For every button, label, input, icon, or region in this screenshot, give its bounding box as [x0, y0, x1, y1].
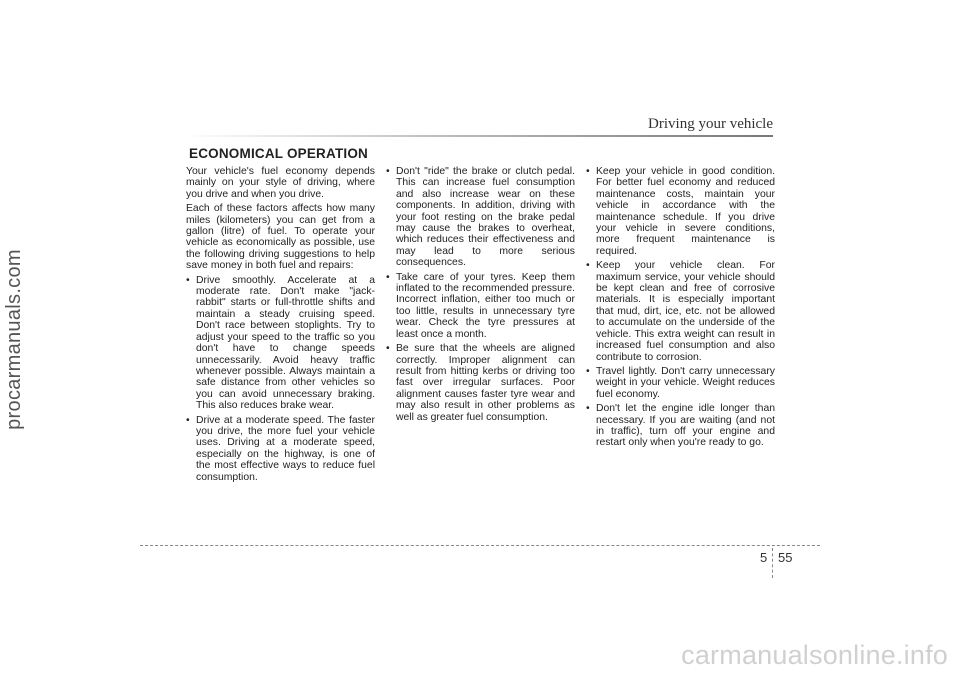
- footer-rule: [140, 545, 820, 546]
- tip-item: • Keep your vehicle clean. For maximum service, your vehicle should be kept clean and free of corrosive materials. It is especially important that mud, dirt, ice, etc. not be allowed to accumulate on the underside of the vehicle. This extra weight can result in increased fuel consumption and also contribute to corrosion.: [586, 260, 775, 363]
- column-1: [186, 166, 375, 486]
- intro-paragraph: Each of these factors affects how many miles (kilometers) you can get from a gallon (litre) of fuel. To operate your vehicle as economically as possible, use the following driving suggestions to help save money in both fuel and repairs:: [186, 203, 375, 272]
- chapter-number: 5: [760, 550, 768, 565]
- tip-item: • Don't let the engine idle longer than necessary. If you are waiting (and not in traffic), turn off your engine and restart only when you're ready to go.: [586, 403, 775, 449]
- header-rule: [183, 135, 773, 137]
- section-heading: ECONOMICAL OPERATION: [189, 146, 369, 161]
- tips-list: [586, 166, 775, 449]
- bottom-watermark: carmanualsonline.info: [681, 640, 948, 670]
- tip-item: • Be sure that the wheels are aligned correctly. Improper alignment can result from hitting kerbs or driving too fast over irregular surfaces. Poor alignment causes faster tyre wear and may also result in other problems as well as greater fuel consumption.: [386, 343, 575, 423]
- header-title: Driving your vehicle: [648, 116, 773, 132]
- tip-item: • Travel lightly. Don't carry unnecessary weight in your vehicle. Weight reduces fuel economy.: [586, 366, 775, 400]
- side-watermark-text: procarmanuals.com: [2, 248, 25, 430]
- tip-item: • Keep your vehicle in good condition. For better fuel economy and reduced maintenance costs, maintain your vehicle in accordance with the maintenance schedule. If you drive your vehicle in severe conditions, more frequent maintenance is required.: [586, 166, 775, 257]
- tip-item: • Take care of your tyres. Keep them inflated to the recommended pressure. Incorrect inflation, either too much or too little, results in unnecessary tyre wear. Check the tyre pressures at least once a month.: [386, 272, 575, 340]
- intro-paragraph: Your vehicle's fuel economy depends mainly on your style of driving, where you drive and when you drive.: [186, 166, 375, 200]
- side-watermark: [0, 0, 34, 678]
- column-2: [386, 166, 575, 426]
- tips-list: [386, 166, 575, 423]
- tip-item: • Drive at a moderate speed. The faster you drive, the more fuel your vehicle uses. Driving at a moderate speed, especially on the highway, is one of the most effective ways to reduce fuel consumption.: [186, 415, 375, 483]
- page-number: 55: [778, 550, 793, 565]
- tip-item: • Drive smoothly. Accelerate at a moderate rate. Don't make "jack-rabbit" starts or full-throttle shifts and maintain a steady cruising speed. Don't race between stoplights. Try to adjust your speed to the traffic so you don't have to change speeds unnecessarily. Avoid heavy traffic whenever possible. Always maintain a safe distance from other vehicles so you can avoid unnecessary braking. This also reduces brake wear.: [186, 275, 375, 412]
- footer-divider: [772, 548, 773, 578]
- tips-list: [186, 275, 375, 483]
- tip-item: • Don't "ride" the brake or clutch pedal. This can increase fuel consumption and also increase wear on these components. In addition, driving with your foot resting on the brake pedal may cause the brakes to overheat, which reduces their effectiveness and may lead to more serious consequences.: [386, 166, 575, 269]
- column-3: [586, 166, 775, 452]
